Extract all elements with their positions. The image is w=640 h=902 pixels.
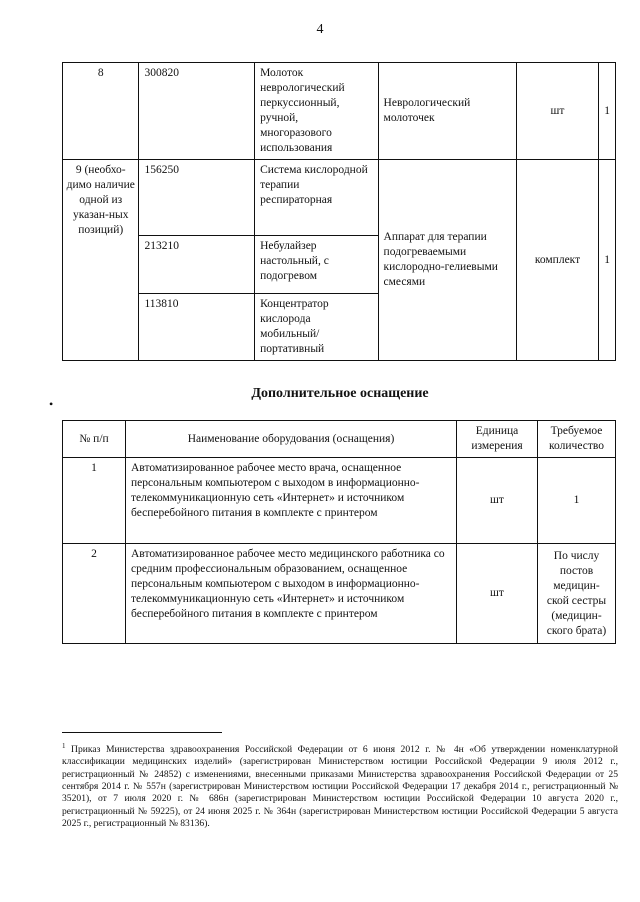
unit-cell: комплект [516, 160, 599, 361]
table-row [63, 160, 616, 236]
footnote-text: Приказ Министерства здравоохранения Российской Федерации от 6 июня 2012 г. № 4н «Об утверждении номенклатурной классификации медицинских изделий» (зарегистрирован Министерством юстиции Российской Федерации 9 июля 2012 г., регистрационный № 24852) с изменениями, внесенными приказами Министерства здравоохранения Российской Федерации от 25 сентября 2014 г. № 557н (зарегистрирован Министерством юстиции Российской Федерации 17 декабря 2014 г., регистрационный № 35201), от 7 июля 2020 г. № 686н (зарегистрирован Министерством юстиции Российской Федерации 10 августа 2020 г., регистрационный № 59225), от 24 июня 2025 г. № 364н (зарегистрирован Министерством юстиции Российской Федерации 5 августа 2025 г., регистрационный № 83136). [62, 744, 618, 829]
unit-cell: шт [457, 458, 538, 544]
item-code: 156250 [139, 160, 255, 236]
footnote-marker: 1 [62, 742, 66, 750]
stray-bullet: • [49, 397, 54, 411]
item-code: 300820 [139, 63, 255, 160]
item-code: 213210 [139, 236, 255, 294]
quantity-cell: 1 [599, 160, 616, 361]
page-number: 4 [316, 22, 324, 37]
column-header-number: № п/п [63, 421, 126, 458]
equipment-table [62, 62, 616, 361]
column-header-name: Наименование оборудования (оснащения) [126, 421, 457, 458]
unit-cell: шт [457, 544, 538, 644]
item-kind: Система кислородной терапии респираторная [255, 160, 378, 236]
table-row [63, 63, 616, 160]
column-header-unit: Единица измерения [457, 421, 538, 458]
quantity-cell: 1 [599, 63, 616, 160]
column-header-quantity: Требуемое количество [538, 421, 616, 458]
quantity-cell: По числу постов медицин-ской сестры (медицин-ского брата) [538, 544, 616, 644]
item-kind: Концентратор кислорода мобильный/ портативный [255, 294, 378, 361]
item-kind: Молоток неврологический перкуссионный, ручной, многоразового использования [255, 63, 378, 160]
item-code: 113810 [139, 294, 255, 361]
equipment-name: Автоматизированное рабочее место врача, оснащенное персональным компьютером с выходом в информационно-телекоммуникационную сеть «Интернет» и источником бесперебойного питания в комплекте с принтером [126, 458, 457, 544]
row-number: 1 [63, 458, 126, 544]
row-number: 9 (необхо-димо наличие одной из указан-ных позиций) [63, 160, 139, 361]
footnote-divider [62, 732, 222, 733]
footnote [62, 740, 618, 830]
equipment-name: Автоматизированное рабочее место медицинского работника со средним профессиональным образованием, оснащенное персональным компьютером с выходом в информационно-телекоммуникационную сеть «Интернет» и источником бесперебойного питания в комплекте с принтером [126, 544, 457, 644]
section-title: Дополнительное оснащение [251, 386, 429, 401]
additional-equipment-table [62, 420, 616, 644]
table-header-row [63, 421, 616, 458]
unit-cell: шт [516, 63, 599, 160]
row-number: 2 [63, 544, 126, 644]
row-number: 8 [63, 63, 139, 160]
table-row [63, 544, 616, 644]
equipment-name: Неврологический молоточек [378, 63, 516, 160]
item-kind: Небулайзер настольный, с подогревом [255, 236, 378, 294]
equipment-name: Аппарат для терапии подогреваемыми кислородно-гелиевыми смесями [378, 160, 516, 361]
table-row [63, 458, 616, 544]
quantity-cell: 1 [538, 458, 616, 544]
